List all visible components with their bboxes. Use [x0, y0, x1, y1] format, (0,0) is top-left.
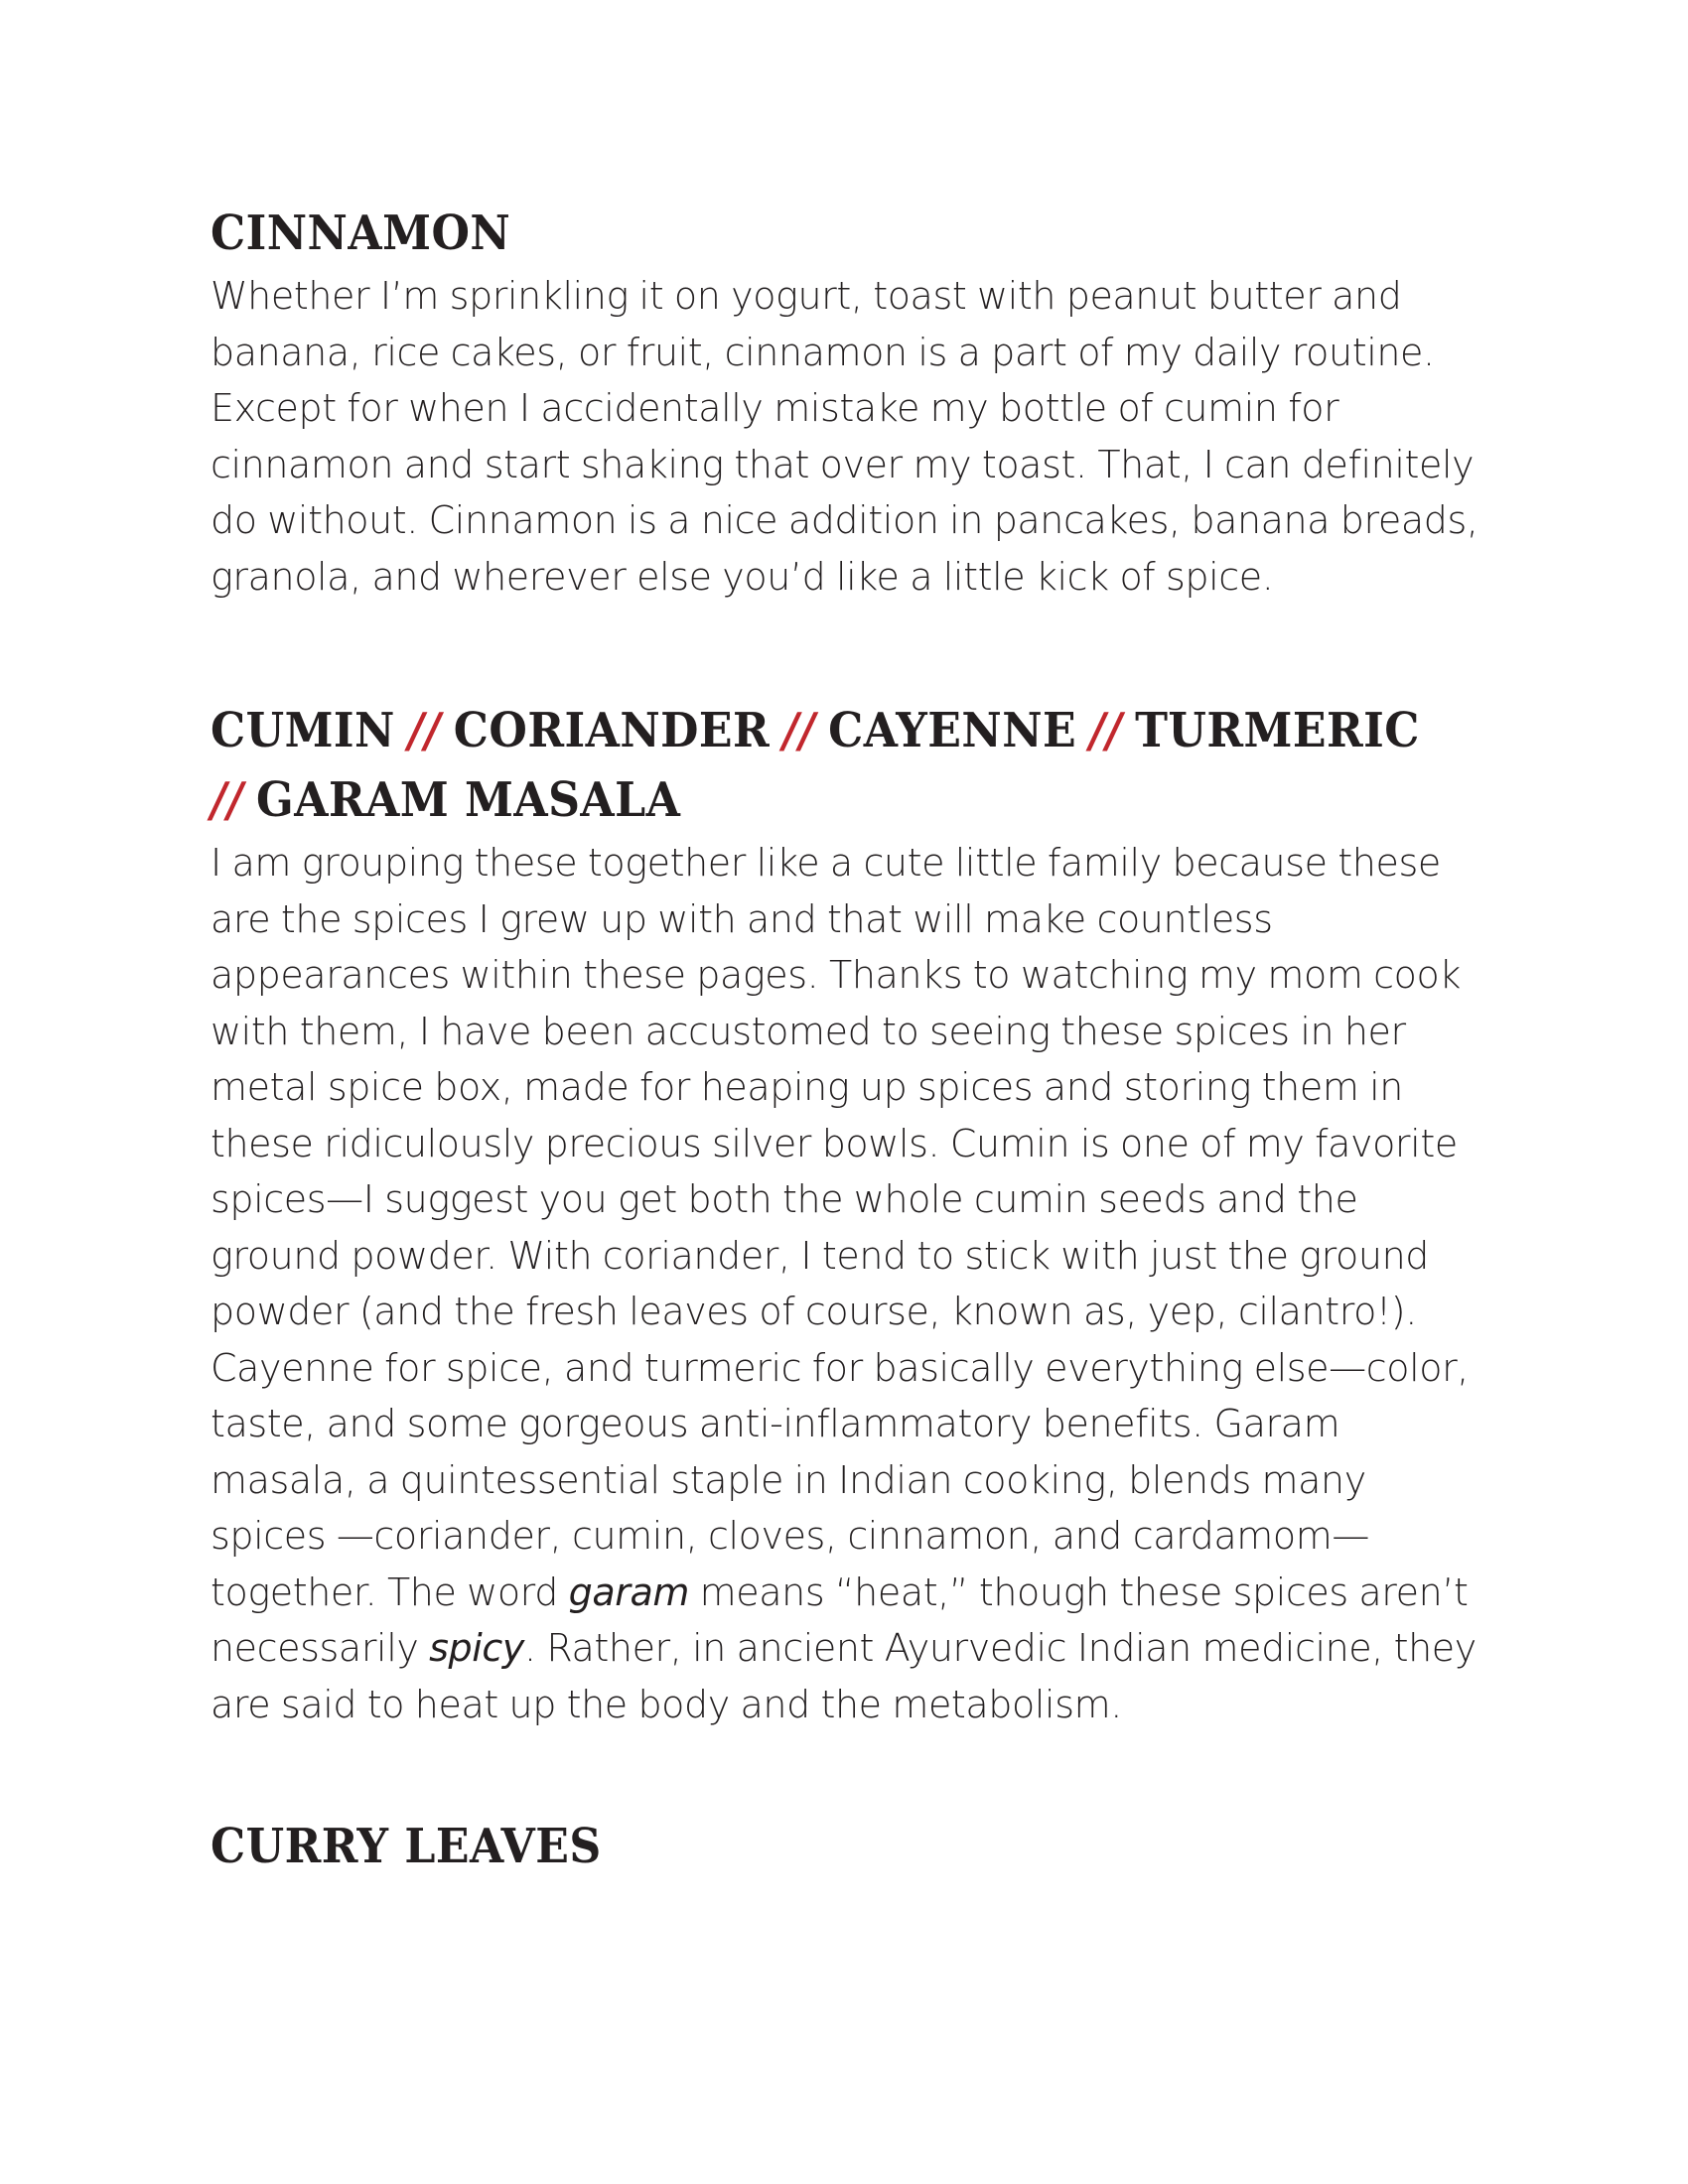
section-cinnamon [211, 199, 1491, 605]
title-part-cayenne: CAYENNE [828, 703, 1077, 758]
body-emphasis-garam: garam [568, 1570, 689, 1614]
section-title-cinnamon: CINNAMON [211, 205, 511, 261]
title-separator: // [782, 703, 816, 758]
page-content [211, 199, 1491, 1881]
body-text-segment: means “heat,” though these spices aren’t necessarily [211, 1570, 1469, 1670]
title-separator: // [1089, 703, 1123, 758]
title-part-cumin: CUMIN [211, 703, 395, 758]
title-separator: // [211, 772, 244, 828]
body-emphasis-spicy: spicy [429, 1626, 524, 1670]
title-part-coriander: CORIANDER [453, 703, 771, 758]
section-title-curry-leaves: CURRY LEAVES [211, 1819, 602, 1874]
body-text-segment: I am grouping these together like a cute little family because these are the spices I grew up with and that will make countless appearances within these pages. Thanks to watching my mom cook with them, I have been accustomed to seeing these spices in her metal spice box, made for heaping up spices and storing them in these ridiculously precious silver bowls. Cumin is one of my favorite spices—I suggest you get both the whole cumin seeds and the ground powder. With coriander, I tend to stick with just the ground powder (and the fresh leaves of course, known as, yep, cilantro!). Cayenne for spice, and turmeric for basically everything else—color, taste, and some gorgeous anti-inflammatory benefits. Garam masala, a quintessential staple in Indian cooking, blends many spices —coriander, cumin, cloves, cinnamon, and cardamom—together. The word [211, 841, 1469, 1614]
section-curry-leaves [211, 1812, 1491, 1881]
section-spices [211, 696, 1491, 1732]
title-part-turmeric: TURMERIC [1135, 703, 1420, 758]
section-body-spices [211, 835, 1491, 1732]
section-body-cinnamon: Whether I’m sprinkling it on yogurt, toast with peanut butter and banana, rice cakes, or fruit, cinnamon is a part of my daily routine. Except for when I accidentally mistake my bottle of cumin for cinnamon and start shaking that over my toast. That, I can definitely do without. Cinnamon is a nice addition in pancakes, banana breads, granola, and wherever else you’d like a little kick of spice. [211, 274, 1478, 599]
section-title-spices [211, 696, 1507, 835]
title-part-garam-masala: GARAM MASALA [256, 772, 681, 828]
body-text-segment: . Rather, in ancient Ayurvedic Indian medicine, they are said to heat up the body and the metabolism. [211, 1626, 1477, 1726]
title-separator: // [407, 703, 441, 758]
